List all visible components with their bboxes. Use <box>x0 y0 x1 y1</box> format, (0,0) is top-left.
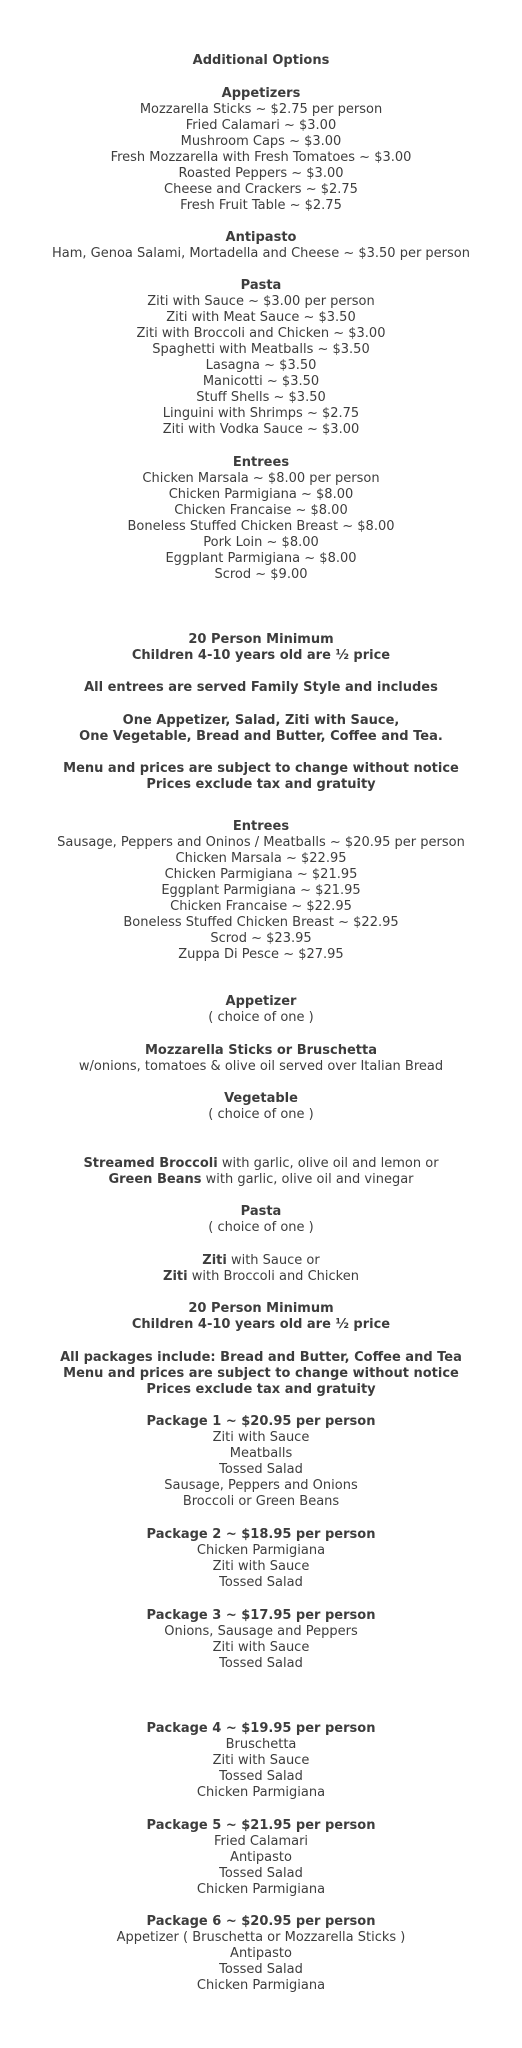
entree-item: Chicken Parmigiana ~ $21.95 <box>164 867 358 882</box>
pasta-item: Ziti with Vodka Sauce ~ $3.00 <box>162 422 360 437</box>
antipasto-heading: Antipasto <box>225 230 297 245</box>
pasta-item: Spaghetti with Meatballs ~ $3.50 <box>152 342 370 357</box>
pasta-option <box>0 1269 522 1285</box>
children-notice: Children 4-10 years old are ½ price <box>131 648 391 663</box>
appetizer-item: Fresh Fruit Table ~ $2.75 <box>180 198 342 213</box>
appetizer-item: Roasted Peppers ~ $3.00 <box>178 166 344 181</box>
vegetable-option-desc: with garlic, olive oil and vinegar <box>201 1172 414 1187</box>
package-item: Chicken Parmigiana <box>196 1978 326 1993</box>
change-notice: Menu and prices are subject to change without notice <box>63 761 459 776</box>
entree-item: Boneless Stuffed Chicken Breast ~ $22.95 <box>123 915 399 930</box>
additional-options-title: Additional Options <box>192 53 330 68</box>
entree-item: Boneless Stuffed Chicken Breast ~ $8.00 <box>127 519 395 534</box>
appetizer-item: Mushroom Caps ~ $3.00 <box>180 134 342 149</box>
pasta-option-name: Ziti <box>202 1253 227 1268</box>
includes-line: One Vegetable, Bread and Butter, Coffee and Tea. <box>79 729 443 744</box>
packages-include-notice: All packages include: Bread and Butter, Coffee and Tea <box>60 1350 462 1365</box>
vegetable-option-name: Green Beans <box>108 1172 202 1187</box>
package-item: Ziti with Sauce <box>212 1753 310 1768</box>
vegetable-option-desc: with garlic, olive oil and lemon or <box>217 1156 439 1171</box>
pasta-item: Ziti with Sauce ~ $3.00 per person <box>147 294 375 309</box>
package-title: Package 5 ~ $21.95 per person <box>146 1818 376 1833</box>
change-notice: Menu and prices are subject to change without notice <box>63 1366 459 1381</box>
appetizer-item: Mozzarella Sticks ~ $2.75 per person <box>139 102 383 117</box>
package-item: Tossed Salad <box>219 1656 303 1671</box>
package-item: Appetizer ( Bruschetta or Mozzarella Sticks ) <box>116 1930 406 1945</box>
entrees-heading: Entrees <box>232 455 290 470</box>
package-item: Fried Calamari <box>213 1834 309 1849</box>
package-item: Chicken Parmigiana <box>196 1543 326 1558</box>
minimum-notice: 20 Person Minimum <box>188 1301 334 1316</box>
pasta-option-name: Ziti <box>163 1269 188 1284</box>
vegetable-option <box>0 1156 522 1172</box>
package-item: Chicken Parmigiana <box>196 1882 326 1897</box>
package-item: Ziti with Sauce <box>212 1559 310 1574</box>
package-item: Onions, Sausage and Peppers <box>164 1624 358 1639</box>
entree-item: Chicken Marsala ~ $22.95 <box>175 851 347 866</box>
package-title: Package 4 ~ $19.95 per person <box>146 1721 376 1736</box>
pasta-item: Lasagna ~ $3.50 <box>205 358 317 373</box>
appetizer-option-desc: w/onions, tomatoes & olive oil served over Italian Bread <box>78 1059 444 1074</box>
entree-item: Chicken Marsala ~ $8.00 per person <box>142 471 380 486</box>
children-notice: Children 4-10 years old are ½ price <box>131 1317 391 1332</box>
entree-item: Chicken Francaise ~ $22.95 <box>170 899 352 914</box>
package-item: Ziti with Sauce <box>212 1430 310 1445</box>
package-item: Chicken Parmigiana <box>196 1785 326 1800</box>
entree-item: Sausage, Peppers and Oninos / Meatballs ~ $20.95 per person <box>57 835 465 850</box>
vegetable-option-name: Streamed Broccoli <box>83 1156 218 1171</box>
package-item: Tossed Salad <box>219 1769 303 1784</box>
pasta-heading: Pasta <box>240 1204 282 1219</box>
tax-notice: Prices exclude tax and gratuity <box>146 777 376 792</box>
appetizer-item: Fresh Mozzarella with Fresh Tomatoes ~ $3.00 <box>110 150 412 165</box>
pasta-item: Stuff Shells ~ $3.50 <box>196 390 326 405</box>
package-item: Tossed Salad <box>219 1575 303 1590</box>
package-title: Package 1 ~ $20.95 per person <box>146 1414 376 1429</box>
pasta-item: Ziti with Broccoli and Chicken ~ $3.00 <box>136 326 386 341</box>
appetizers-heading: Appetizers <box>221 86 301 101</box>
appetizer-item: Fried Calamari ~ $3.00 <box>185 118 337 133</box>
package-item: Bruschetta <box>225 1737 297 1752</box>
family-style-notice: All entrees are served Family Style and includes <box>84 680 438 695</box>
minimum-notice: 20 Person Minimum <box>188 632 334 647</box>
package-item: Sausage, Peppers and Onions <box>164 1478 358 1493</box>
pasta-item: Linguini with Shrimps ~ $2.75 <box>162 406 360 421</box>
choice-note: ( choice of one ) <box>208 1220 314 1235</box>
choice-note: ( choice of one ) <box>208 1010 314 1025</box>
entree-item: Scrod ~ $23.95 <box>210 931 312 946</box>
tax-notice: Prices exclude tax and gratuity <box>146 1382 376 1397</box>
entree-item: Scrod ~ $9.00 <box>214 567 308 582</box>
package-title: Package 3 ~ $17.95 per person <box>146 1608 376 1623</box>
entree-item: Chicken Francaise ~ $8.00 <box>174 503 348 518</box>
package-item: Antipasto <box>230 1850 292 1865</box>
package-item: Broccoli or Green Beans <box>182 1494 340 1509</box>
appetizer-item: Cheese and Crackers ~ $2.75 <box>164 182 358 197</box>
entree-item: Pork Loin ~ $8.00 <box>203 535 319 550</box>
pasta-option-desc: with Sauce or <box>226 1253 320 1268</box>
appetizer-option: Mozzarella Sticks or Bruschetta <box>144 1043 378 1058</box>
antipasto-item: Ham, Genoa Salami, Mortadella and Cheese ~ $3.50 per person <box>52 246 470 261</box>
package-item: Tossed Salad <box>219 1462 303 1477</box>
package-item: Ziti with Sauce <box>212 1640 310 1655</box>
entree-item: Zuppa Di Pesce ~ $27.95 <box>178 947 344 962</box>
entrees-heading: Entrees <box>232 819 290 834</box>
pasta-option-desc: with Broccoli and Chicken <box>187 1269 359 1284</box>
entree-item: Eggplant Parmigiana ~ $21.95 <box>161 883 361 898</box>
pasta-item: Ziti with Meat Sauce ~ $3.50 <box>166 310 356 325</box>
package-item: Meatballs <box>229 1446 293 1461</box>
includes-line: One Appetizer, Salad, Ziti with Sauce, <box>122 713 400 728</box>
package-item: Tossed Salad <box>219 1962 303 1977</box>
choice-note: ( choice of one ) <box>208 1107 314 1122</box>
package-title: Package 2 ~ $18.95 per person <box>146 1527 376 1542</box>
package-item: Antipasto <box>230 1946 292 1961</box>
vegetable-option <box>0 1172 522 1188</box>
pasta-option <box>0 1253 522 1269</box>
entree-item: Eggplant Parmigiana ~ $8.00 <box>165 551 357 566</box>
package-item: Tossed Salad <box>219 1866 303 1881</box>
entree-item: Chicken Parmigiana ~ $8.00 <box>168 487 354 502</box>
package-title: Package 6 ~ $20.95 per person <box>146 1914 376 1929</box>
appetizer-heading: Appetizer <box>225 994 297 1009</box>
pasta-item: Manicotti ~ $3.50 <box>202 374 320 389</box>
pasta-heading: Pasta <box>240 278 282 293</box>
vegetable-heading: Vegetable <box>224 1091 298 1106</box>
